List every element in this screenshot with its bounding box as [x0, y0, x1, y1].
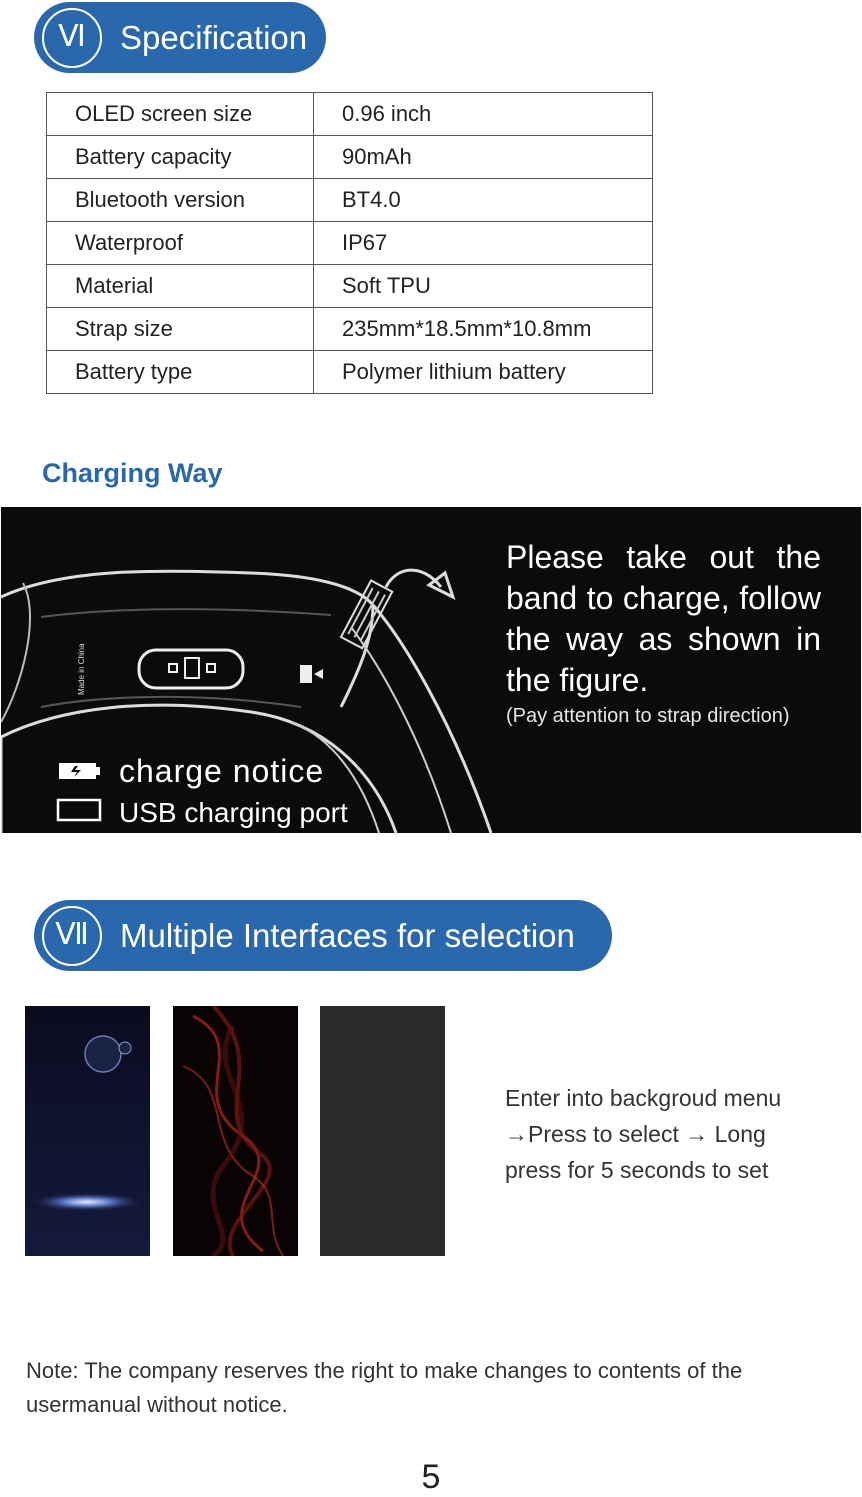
interfaces-header	[34, 900, 612, 971]
interface-thumbnail-plain	[320, 1006, 445, 1256]
instruction-line: Enter into backgroud menu	[505, 1085, 782, 1111]
spec-value: BT4.0	[314, 179, 653, 222]
spec-value: Soft TPU	[314, 265, 653, 308]
legend-usb-port: USB charging port	[119, 797, 348, 828]
spec-label: Strap size	[47, 308, 314, 351]
charging-illustration	[1, 507, 861, 833]
spec-value: Polymer lithium battery	[314, 351, 653, 394]
footer-note: Note: The company reserves the right to make changes to contents of the usermanual without notice.	[26, 1358, 743, 1417]
spec-label: Battery type	[47, 351, 314, 394]
legend-charge-notice: charge notice	[119, 753, 325, 789]
section-numeral: Ⅵ	[42, 8, 102, 68]
page-number: 5	[421, 1458, 441, 1496]
table-row	[47, 265, 653, 308]
spec-label: Waterproof	[47, 222, 314, 265]
section-title: Multiple Interfaces for selection	[120, 917, 575, 954]
device-print: Made in China	[77, 643, 86, 695]
spec-label: Material	[47, 265, 314, 308]
spec-value: IP67	[314, 222, 653, 265]
table-row	[47, 93, 653, 136]
charging-instructions: Please take out the band to charge, follow the way as shown in the figure.	[506, 539, 821, 698]
spec-label: OLED screen size	[47, 93, 314, 136]
instruction-line: press for 5 seconds to set	[505, 1157, 769, 1183]
spec-label: Bluetooth version	[47, 179, 314, 222]
spec-value: 0.96 inch	[314, 93, 653, 136]
table-row	[47, 222, 653, 265]
table-row	[47, 136, 653, 179]
section-numeral: Ⅶ	[42, 906, 102, 966]
table-row	[47, 308, 653, 351]
interfaces-instructions	[505, 1080, 781, 1188]
spec-table	[46, 92, 653, 394]
interface-thumbnail-planet	[25, 1006, 150, 1256]
spec-value: 235mm*18.5mm*10.8mm	[314, 308, 653, 351]
table-row	[47, 351, 653, 394]
table-row	[47, 179, 653, 222]
specification-header	[34, 2, 326, 73]
spec-label: Battery capacity	[47, 136, 314, 179]
interface-thumbnail-smoke	[173, 1006, 298, 1256]
instruction-line: →Press to select → Long	[505, 1121, 766, 1147]
charging-heading: Charging Way	[42, 458, 223, 488]
spec-value: 90mAh	[314, 136, 653, 179]
section-title: Specification	[120, 19, 308, 56]
charging-note: (Pay attention to strap direction)	[506, 705, 790, 727]
